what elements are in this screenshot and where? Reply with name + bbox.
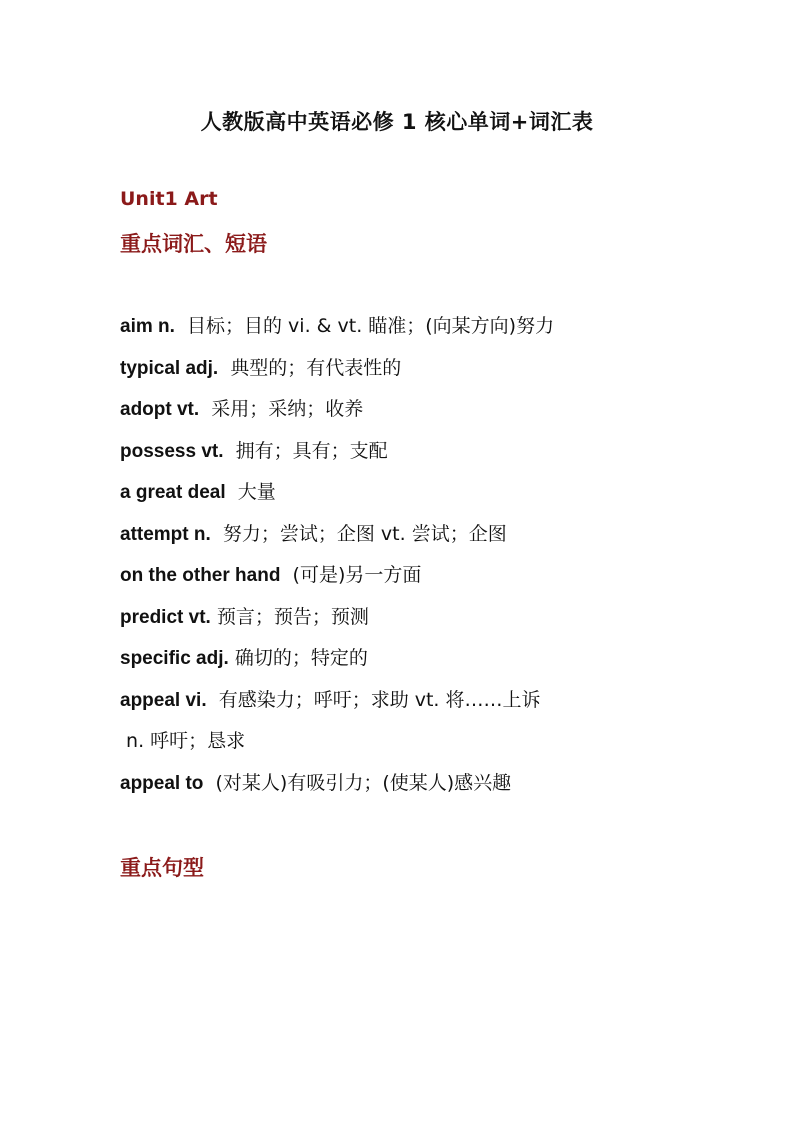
vocab-meaning: (对某人)有吸引力；(使某人)感兴趣 xyxy=(215,771,512,794)
vocab-term: on the other hand xyxy=(120,565,281,586)
vocab-term: a great deal xyxy=(120,482,226,503)
vocab-meaning: 预言；预告；预测 xyxy=(216,605,369,628)
vocab-term: typical adj. xyxy=(120,357,219,379)
section-heading-sentence-patterns: 重点句型 xyxy=(120,855,204,880)
list-item xyxy=(120,395,720,437)
vocab-meaning: 努力；尝试；企图 vt. 尝试；企图 xyxy=(222,522,507,545)
document-title: 人教版高中英语必修 1 核心单词+词汇表 xyxy=(200,110,594,134)
vocab-meaning: n. 呼吁；恳求 xyxy=(126,730,246,752)
vocab-meaning: 典型的；有代表性的 xyxy=(230,356,402,379)
vocab-meaning: (可是)另一方面 xyxy=(292,564,422,586)
vocab-term: adopt vt. xyxy=(120,399,200,420)
list-item xyxy=(120,478,720,520)
vocab-meaning: 拥有；具有；支配 xyxy=(235,439,388,462)
vocab-term: appeal to xyxy=(120,772,204,794)
vocab-meaning: 大量 xyxy=(237,481,276,503)
list-item xyxy=(120,520,720,562)
vocab-term: aim n. xyxy=(120,316,175,337)
vocab-term: specific adj. xyxy=(120,648,229,669)
vocab-term: attempt n. xyxy=(120,523,211,545)
list-item xyxy=(120,354,720,396)
list-item xyxy=(120,727,720,769)
vocab-meaning: 采用；采纳；收养 xyxy=(211,398,364,420)
section-heading-vocabulary: 重点词汇、短语 xyxy=(120,231,267,256)
vocab-meaning: 有感染力；呼吁；求助 vt. 将……上诉 xyxy=(218,688,541,711)
vocab-meaning: 确切的；特定的 xyxy=(234,647,368,669)
list-item xyxy=(120,686,720,728)
list-item xyxy=(120,561,720,603)
unit-heading: Unit1 Art xyxy=(120,188,218,210)
list-item xyxy=(120,644,720,686)
list-item xyxy=(120,603,720,645)
list-item xyxy=(120,437,720,479)
vocab-term: predict vt. xyxy=(120,606,211,628)
vocab-term: appeal vi. xyxy=(120,689,207,711)
list-item xyxy=(120,769,720,811)
list-item xyxy=(120,312,720,354)
vocab-term: possess vt. xyxy=(120,440,224,462)
vocabulary-list xyxy=(120,312,720,810)
vocab-meaning: 目标；目的 vi. & vt. 瞄准；(向某方向)努力 xyxy=(187,315,555,337)
